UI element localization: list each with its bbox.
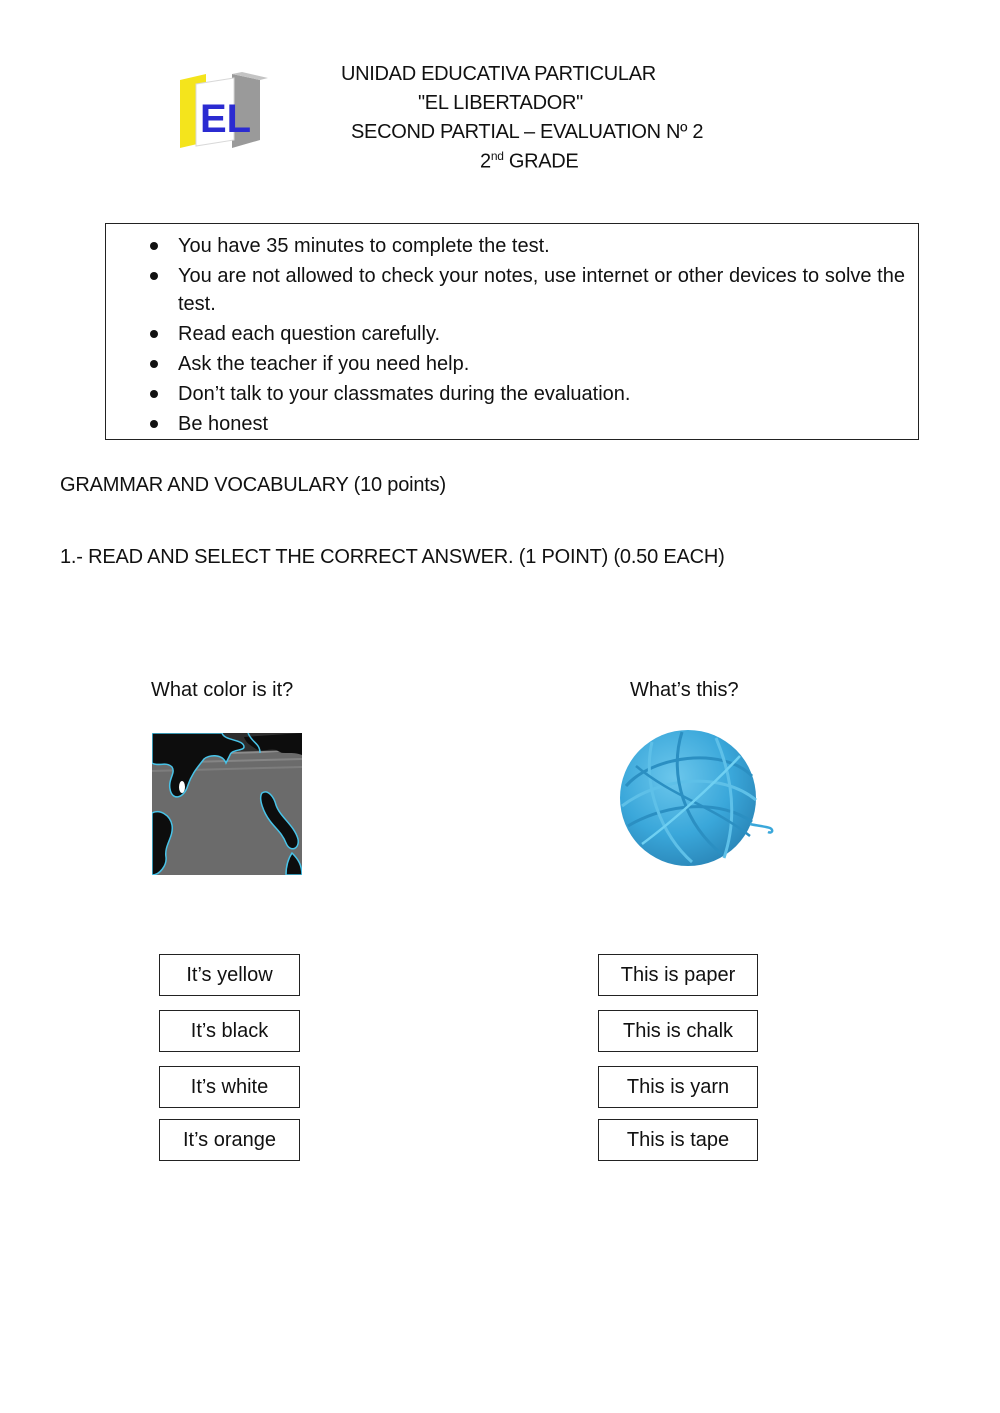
evaluation-title: SECOND PARTIAL – EVALUATION Nº 2 bbox=[351, 121, 704, 143]
exercise-instruction: 1.- READ AND SELECT THE CORRECT ANSWER. (1 POINT) (0.50 EACH) bbox=[60, 546, 725, 568]
answer-option-white[interactable]: It’s white bbox=[159, 1066, 300, 1108]
school-name: "EL LIBERTADOR" bbox=[418, 92, 583, 114]
rule-item: Ask the teacher if you need help. bbox=[178, 350, 905, 378]
grade-word: GRADE bbox=[508, 150, 579, 173]
logo-text: EL bbox=[200, 97, 252, 141]
grade-title bbox=[480, 149, 578, 174]
rule-item: You have 35 minutes to complete the test. bbox=[178, 232, 905, 260]
answer-option-yellow[interactable]: It’s yellow bbox=[159, 954, 300, 996]
school-type: UNIDAD EDUCATIVA PARTICULAR bbox=[341, 63, 656, 85]
question-2-prompt: What’s this? bbox=[630, 679, 739, 701]
rule-item: Read each question carefully. bbox=[178, 320, 905, 348]
question-1-prompt: What color is it? bbox=[151, 679, 294, 701]
answer-option-chalk[interactable]: This is chalk bbox=[598, 1010, 758, 1052]
rule-item: You are not allowed to check your notes, use internet or other devices to solve the test. bbox=[178, 262, 905, 318]
rules-box bbox=[105, 223, 919, 440]
school-logo bbox=[172, 70, 268, 152]
section-title: GRAMMAR AND VOCABULARY (10 points) bbox=[60, 474, 446, 496]
blue-yarn-ball-image bbox=[612, 726, 778, 874]
rule-item: Be honest bbox=[178, 410, 905, 438]
answer-option-tape[interactable]: This is tape bbox=[598, 1119, 758, 1161]
answer-option-yarn[interactable]: This is yarn bbox=[598, 1066, 758, 1108]
answer-option-paper[interactable]: This is paper bbox=[598, 954, 758, 996]
grade-suffix: nd bbox=[490, 149, 504, 163]
answer-option-black[interactable]: It’s black bbox=[159, 1010, 300, 1052]
rule-item: Don’t talk to your classmates during the evaluation. bbox=[178, 380, 905, 408]
answer-option-orange[interactable]: It’s orange bbox=[159, 1119, 300, 1161]
black-paint-drips-image bbox=[152, 733, 302, 875]
grade-number: 2 bbox=[480, 150, 491, 173]
